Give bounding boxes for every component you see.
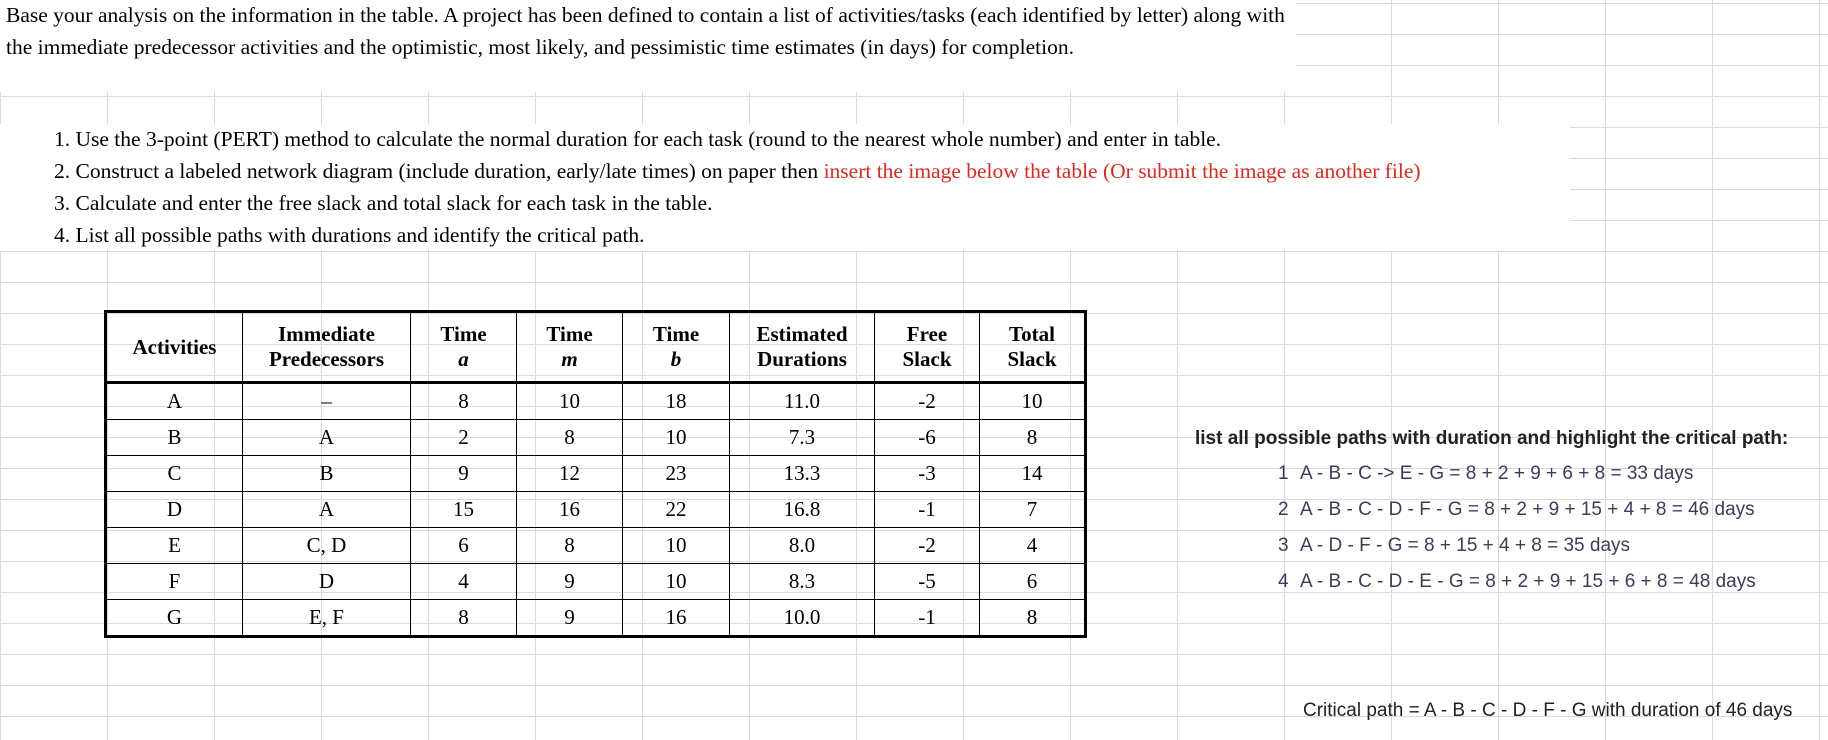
cell-activity[interactable]: B bbox=[106, 420, 243, 456]
cell-predecessors[interactable]: D bbox=[243, 564, 411, 600]
header-time-m-top[interactable]: Time bbox=[517, 312, 623, 348]
cell-free-slack[interactable]: -6 bbox=[875, 420, 980, 456]
instruction-2[interactable] bbox=[54, 156, 1421, 187]
header-total-bottom[interactable]: Slack bbox=[980, 347, 1086, 383]
cell-free-slack[interactable]: -3 bbox=[875, 456, 980, 492]
header-time-m-bottom[interactable]: m bbox=[517, 347, 623, 383]
header-free-top[interactable]: Free bbox=[875, 312, 980, 348]
cell-time-a[interactable]: 8 bbox=[411, 383, 517, 420]
cell-estimated[interactable]: 11.0 bbox=[730, 383, 875, 420]
cell-free-slack[interactable]: -2 bbox=[875, 383, 980, 420]
cell-activity[interactable]: C bbox=[106, 456, 243, 492]
path-number: 2 bbox=[1278, 499, 1289, 520]
critical-path-text[interactable]: Critical path = A - B - C - D - F - G with duration of 46 days bbox=[1303, 700, 1793, 721]
cell-time-a[interactable]: 8 bbox=[411, 600, 517, 637]
intro-paragraph[interactable]: Base your analysis on the information in the table. A project has been defined to contain a list of activities/tasks (each identified by letter) along with the immediate predecessor activities and the optimistic, most likely, and pessimistic time estimates (in days) for completion. bbox=[6, 3, 1285, 59]
cell-time-a[interactable]: 4 bbox=[411, 564, 517, 600]
cell-time-m[interactable]: 9 bbox=[517, 564, 623, 600]
cell-time-m[interactable]: 16 bbox=[517, 492, 623, 528]
path-text: A - B - C - D - F - G = 8 + 2 + 9 + 15 + 4 + 8 = 46 days bbox=[1300, 499, 1755, 520]
instruction-3[interactable] bbox=[54, 188, 712, 219]
cell-time-a[interactable]: 2 bbox=[411, 420, 517, 456]
cell-predecessors[interactable]: C, D bbox=[243, 528, 411, 564]
cell-activity[interactable]: A bbox=[106, 383, 243, 420]
cell-free-slack[interactable]: -5 bbox=[875, 564, 980, 600]
cell-estimated[interactable]: 7.3 bbox=[730, 420, 875, 456]
cell-free-slack[interactable]: -2 bbox=[875, 528, 980, 564]
path-item[interactable] bbox=[1278, 463, 1693, 485]
header-estimated-bottom[interactable]: Durations bbox=[730, 347, 875, 383]
path-number: 4 bbox=[1278, 571, 1289, 592]
cell-predecessors[interactable]: A bbox=[243, 420, 411, 456]
cell-time-a[interactable]: 15 bbox=[411, 492, 517, 528]
header-predecessors-top[interactable]: Immediate bbox=[243, 312, 411, 348]
header-predecessors-bottom[interactable]: Predecessors bbox=[243, 347, 411, 383]
path-text: A - B - C -> E - G = 8 + 2 + 9 + 6 + 8 = 33 days bbox=[1300, 463, 1694, 484]
table-row bbox=[106, 420, 1086, 456]
table-row bbox=[106, 456, 1086, 492]
header-time-b-bottom[interactable]: b bbox=[623, 347, 730, 383]
path-item[interactable] bbox=[1278, 499, 1755, 521]
cell-time-m[interactable]: 9 bbox=[517, 600, 623, 637]
cell-total-slack[interactable]: 8 bbox=[980, 420, 1086, 456]
instruction-4[interactable] bbox=[54, 220, 645, 251]
cell-time-m[interactable]: 12 bbox=[517, 456, 623, 492]
cell-time-m[interactable]: 8 bbox=[517, 420, 623, 456]
table-row bbox=[106, 492, 1086, 528]
cell-time-b[interactable]: 10 bbox=[623, 420, 730, 456]
cell-free-slack[interactable]: -1 bbox=[875, 600, 980, 637]
path-text: A - B - C - D - E - G = 8 + 2 + 9 + 15 + 6 + 8 = 48 days bbox=[1300, 571, 1756, 592]
header-estimated-top[interactable]: Estimated bbox=[730, 312, 875, 348]
path-text: A - D - F - G = 8 + 15 + 4 + 8 = 35 days bbox=[1300, 535, 1631, 556]
cell-predecessors[interactable]: B bbox=[243, 456, 411, 492]
cell-predecessors[interactable]: – bbox=[243, 383, 411, 420]
cell-estimated[interactable]: 8.3 bbox=[730, 564, 875, 600]
cell-total-slack[interactable]: 10 bbox=[980, 383, 1086, 420]
instruction-1-text: 1. Use the 3-point (PERT) method to calculate the normal duration for each task (round to the nearest whole number) and enter in table. bbox=[54, 127, 1222, 151]
cell-time-b[interactable]: 18 bbox=[623, 383, 730, 420]
path-item[interactable] bbox=[1278, 571, 1756, 593]
cell-predecessors[interactable]: E, F bbox=[243, 600, 411, 637]
header-time-a-bottom[interactable]: a bbox=[411, 347, 517, 383]
cell-time-b[interactable]: 16 bbox=[623, 600, 730, 637]
cell-total-slack[interactable]: 14 bbox=[980, 456, 1086, 492]
cell-time-a[interactable]: 9 bbox=[411, 456, 517, 492]
cell-activity[interactable]: F bbox=[106, 564, 243, 600]
cell-time-b[interactable]: 10 bbox=[623, 528, 730, 564]
table-row bbox=[106, 528, 1086, 564]
cell-estimated[interactable]: 8.0 bbox=[730, 528, 875, 564]
path-number: 1 bbox=[1278, 463, 1289, 484]
cell-time-m[interactable]: 8 bbox=[517, 528, 623, 564]
header-total-top[interactable]: Total bbox=[980, 312, 1086, 348]
cell-time-b[interactable]: 10 bbox=[623, 564, 730, 600]
cell-estimated[interactable]: 10.0 bbox=[730, 600, 875, 637]
cell-time-b[interactable]: 23 bbox=[623, 456, 730, 492]
cell-time-m[interactable]: 10 bbox=[517, 383, 623, 420]
cell-time-a[interactable]: 6 bbox=[411, 528, 517, 564]
instruction-1[interactable] bbox=[54, 124, 1221, 155]
path-number: 3 bbox=[1278, 535, 1289, 556]
cell-predecessors[interactable]: A bbox=[243, 492, 411, 528]
instruction-2-red-text: insert the image below the table (Or submit the image as another file) bbox=[823, 159, 1421, 183]
table-row bbox=[106, 600, 1086, 637]
cell-activity[interactable]: D bbox=[106, 492, 243, 528]
cell-time-b[interactable]: 22 bbox=[623, 492, 730, 528]
cell-free-slack[interactable]: -1 bbox=[875, 492, 980, 528]
cell-total-slack[interactable]: 8 bbox=[980, 600, 1086, 637]
cell-activity[interactable]: E bbox=[106, 528, 243, 564]
path-item[interactable] bbox=[1278, 535, 1630, 557]
cell-total-slack[interactable]: 4 bbox=[980, 528, 1086, 564]
header-activities[interactable]: Activities bbox=[106, 312, 243, 383]
cell-estimated[interactable]: 16.8 bbox=[730, 492, 875, 528]
paths-heading[interactable]: list all possible paths with duration and highlight the critical path: bbox=[1195, 428, 1789, 449]
cell-total-slack[interactable]: 7 bbox=[980, 492, 1086, 528]
cell-total-slack[interactable]: 6 bbox=[980, 564, 1086, 600]
instruction-3-text: 3. Calculate and enter the free slack and total slack for each task in the table. bbox=[54, 191, 713, 215]
table-row bbox=[106, 383, 1086, 420]
header-time-a-top[interactable]: Time bbox=[411, 312, 517, 348]
header-free-bottom[interactable]: Slack bbox=[875, 347, 980, 383]
cell-estimated[interactable]: 13.3 bbox=[730, 456, 875, 492]
instruction-4-text: 4. List all possible paths with durations and identify the critical path. bbox=[54, 223, 645, 247]
pert-table bbox=[104, 310, 1087, 638]
cell-activity[interactable]: G bbox=[106, 600, 243, 637]
table-row bbox=[106, 564, 1086, 600]
instruction-2-text: 2. Construct a labeled network diagram (include duration, early/late times) on paper then bbox=[54, 159, 824, 183]
header-time-b-top[interactable]: Time bbox=[623, 312, 730, 348]
